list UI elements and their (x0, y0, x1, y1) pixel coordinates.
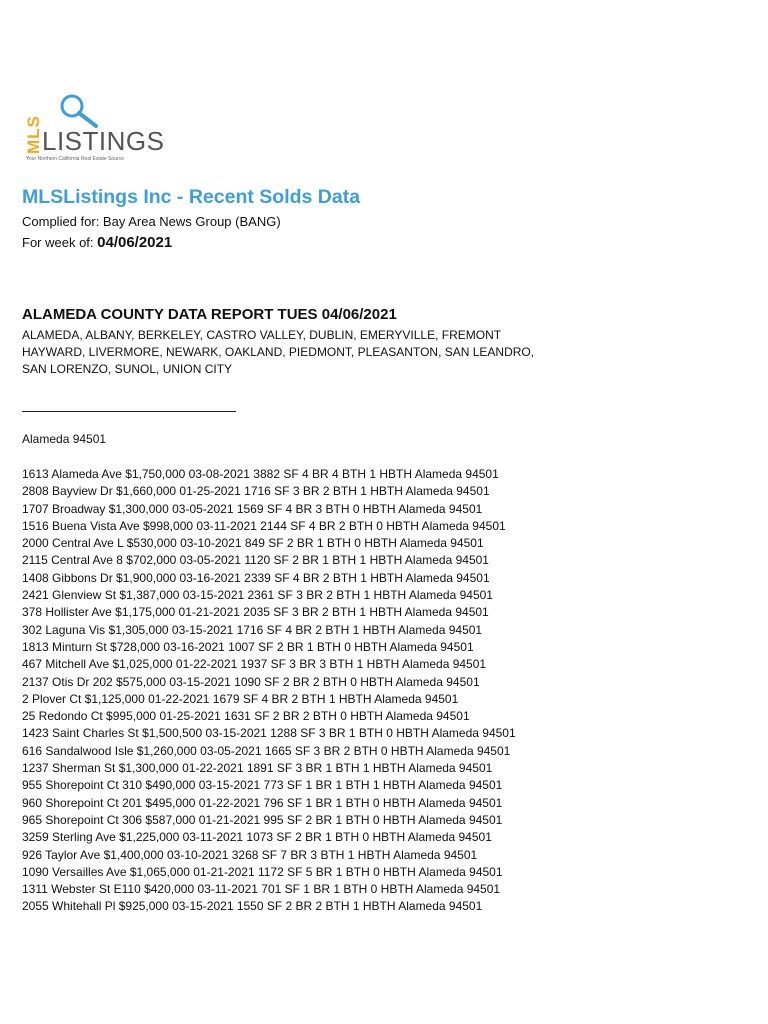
listing-row: 1423 Saint Charles St $1,500,500 03-15-2021 1288 SF 3 BR 1 BTH 0 HBTH Alameda 94501 (22, 726, 516, 741)
listing-row: 1516 Buena Vista Ave $998,000 03-11-2021 2144 SF 4 BR 2 BTH 0 HBTH Alameda 94501 (22, 518, 506, 533)
listing-row: 2421 Glenview St $1,387,000 03-15-2021 2361 SF 3 BR 2 BTH 1 HBTH Alameda 94501 (22, 588, 493, 603)
listing-row: 1613 Alameda Ave $1,750,000 03-08-2021 3882 SF 4 BR 4 BTH 1 HBTH Alameda 94501 (22, 467, 499, 481)
sold-listings (22, 466, 516, 916)
listing-row: 302 Laguna Vis $1,305,000 03-15-2021 1716 SF 4 BR 2 BTH 1 HBTH Alameda 94501 (22, 622, 483, 637)
city-line: ALAMEDA, ALBANY, BERKELEY, CASTRO VALLEY, DUBLIN, EMERYVILLE, FREMONT (22, 328, 502, 342)
listing-row: 955 Shorepoint Ct 310 $490,000 03-15-2021 773 SF 1 BR 1 BTH 1 HBTH Alameda 94501 (22, 778, 503, 793)
logo-listings-text: LISTINGS (42, 126, 165, 156)
listing-row: 25 Redondo Ct $995,000 01-25-2021 1631 SF 2 BR 2 BTH 0 HBTH Alameda 94501 (22, 709, 470, 724)
listing-row: 2 Plover Ct $1,125,000 01-22-2021 1679 SF 4 BR 2 BTH 1 HBTH Alameda 94501 (22, 691, 459, 706)
divider (22, 411, 236, 412)
logo-tagline: Your Northern California Real Estate Source (26, 156, 124, 162)
listing-row: 616 Sandalwood Isle $1,260,000 03-05-2021 1665 SF 3 BR 2 BTH 0 HBTH Alameda 94501 (22, 743, 511, 758)
listing-row: 2000 Central Ave L $530,000 03-10-2021 849 SF 2 BR 1 BTH 0 HBTH Alameda 94501 (22, 536, 484, 551)
week-of (22, 234, 172, 251)
listing-row: 1408 Gibbons Dr $1,900,000 03-16-2021 2339 SF 4 BR 2 BTH 1 HBTH Alameda 94501 (22, 570, 490, 585)
area-heading: Alameda 94501 (22, 432, 107, 446)
listing-row: 1311 Webster St E110 $420,000 03-11-2021 701 SF 1 BR 1 BTH 0 HBTH Alameda 94501 (22, 882, 501, 897)
listing-row: 378 Hollister Ave $1,175,000 01-21-2021 2035 SF 3 BR 2 BTH 1 HBTH Alameda 94501 (22, 605, 489, 620)
listing-row: 1707 Broadway $1,300,000 03-05-2021 1569 SF 4 BR 3 BTH 0 HBTH Alameda 94501 (22, 501, 483, 516)
listing-row: 965 Shorepoint Ct 306 $587,000 01-21-2021 995 SF 2 BR 1 BTH 0 HBTH Alameda 94501 (22, 812, 503, 827)
city-line: SAN LORENZO, SUNOL, UNION CITY (22, 362, 233, 376)
listing-row: 2808 Bayview Dr $1,660,000 01-25-2021 1716 SF 3 BR 2 BTH 1 HBTH Alameda 94501 (22, 484, 490, 499)
page-title: MLSListings Inc - Recent Solds Data (22, 186, 361, 208)
logo-mls-text: MLS (24, 115, 43, 154)
listing-row: 2055 Whitehall Pl $925,000 03-15-2021 1550 SF 2 BR 2 BTH 1 HBTH Alameda 94501 (22, 899, 483, 914)
report-title: ALAMEDA COUNTY DATA REPORT TUES 04/06/2021 (22, 306, 397, 323)
listing-row: 1237 Sherman St $1,300,000 01-22-2021 1891 SF 3 BR 1 BTH 1 HBTH Alameda 94501 (22, 761, 493, 776)
city-line: HAYWARD, LIVERMORE, NEWARK, OAKLAND, PIEDMONT, PLEASANTON, SAN LEANDRO, (22, 345, 535, 359)
listing-row: 960 Shorepoint Ct 201 $495,000 01-22-2021 796 SF 1 BR 1 BTH 0 HBTH Alameda 94501 (22, 795, 503, 810)
listing-row: 1813 Minturn St $728,000 03-16-2021 1007 SF 2 BR 1 BTH 0 HBTH Alameda 94501 (22, 639, 474, 654)
listing-row: 926 Taylor Ave $1,400,000 03-10-2021 3268 SF 7 BR 3 BTH 1 HBTH Alameda 94501 (22, 847, 478, 862)
listing-row: 1090 Versailles Ave $1,065,000 01-21-2021 1172 SF 5 BR 1 BTH 0 HBTH Alameda 94501 (22, 864, 503, 879)
listing-row: 467 Mitchell Ave $1,025,000 01-22-2021 1937 SF 3 BR 3 BTH 1 HBTH Alameda 94501 (22, 657, 487, 672)
week-label: For week of: (22, 235, 98, 250)
listing-row: 2115 Central Ave 8 $702,000 03-05-2021 1120 SF 2 BR 1 BTH 1 HBTH Alameda 94501 (22, 553, 489, 568)
week-date: 04/06/2021 (97, 234, 173, 251)
compiled-for: Complied for: Bay Area News Group (BANG) (22, 214, 281, 229)
listing-row: 2137 Otis Dr 202 $575,000 03-15-2021 1090 SF 2 BR 2 BTH 0 HBTH Alameda 94501 (22, 674, 480, 689)
listing-row: 3259 Sterling Ave $1,225,000 03-11-2021 1073 SF 2 BR 1 BTH 0 HBTH Alameda 94501 (22, 830, 492, 845)
mlslistings-logo (24, 92, 165, 166)
city-list (22, 327, 534, 378)
